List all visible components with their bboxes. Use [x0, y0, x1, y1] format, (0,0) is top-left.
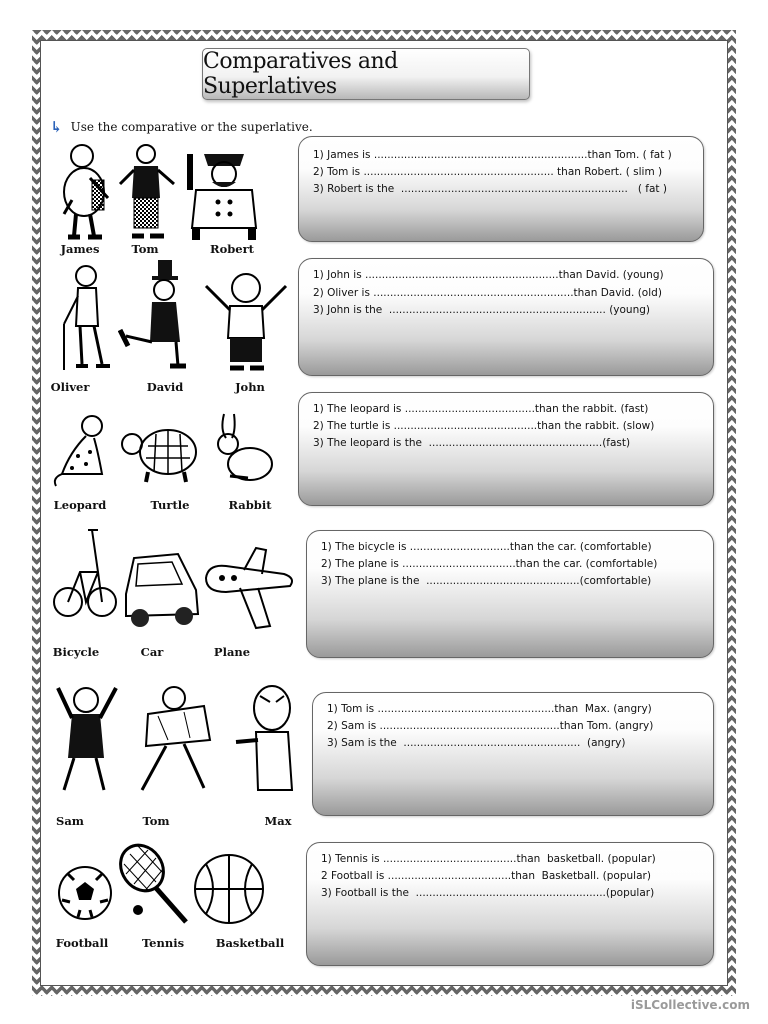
picture-label: Sam — [56, 814, 84, 828]
picture-label: Oliver — [50, 380, 90, 394]
fat-man-james-picture — [54, 140, 114, 240]
exercise-box — [298, 258, 714, 376]
picture-label: Plane — [213, 645, 251, 659]
exercise-box — [306, 530, 714, 658]
picture-label: Tennis — [141, 936, 185, 950]
exercise-sentence: 1) James is ................................................................than Tom. ( fat ) — [313, 149, 672, 161]
bicycle-picture — [52, 528, 118, 632]
picture-label: John — [235, 380, 265, 394]
worksheet-title: Comparatives and Superlatives — [203, 49, 398, 99]
watermark: iSLCollective.com — [630, 998, 750, 1012]
angry-man-sam-picture — [52, 678, 122, 800]
arrow-icon: ↳ — [50, 118, 63, 136]
exercise-sentence: 3) Football is the .........................................................(popular) — [321, 887, 655, 899]
picture-label: Turtle — [150, 498, 190, 512]
title-banner — [202, 48, 530, 100]
slim-man-tom-picture — [116, 140, 178, 240]
exercise-sentence: 3) John is the ................................................................. (young) — [313, 304, 651, 316]
exercise-sentence: 2) Oliver is ............................................................than David. (old) — [313, 287, 662, 299]
exercise-box — [312, 692, 714, 816]
exercise-sentence: 2) The plane is ..................................than the car. (comfortable) — [321, 558, 658, 570]
exercise-box — [306, 842, 714, 966]
exercise-sentence: 3) The leopard is the ....................................................(fast) — [313, 437, 631, 449]
gentleman-david-picture — [118, 258, 196, 374]
picture-label: Bicycle — [52, 645, 100, 659]
picture-label: Car — [140, 645, 164, 659]
exercise-sentence: 1) The bicycle is ..............................than the car. (comfortable) — [321, 541, 652, 553]
leopard-picture — [50, 412, 114, 488]
rabbit-picture — [206, 410, 276, 486]
picture-label: Leopard — [53, 498, 107, 512]
angry-man-max-picture — [230, 680, 300, 792]
exercise-sentence: 3) The plane is the ..............................................(comfortable) — [321, 575, 652, 587]
picture-label: Rabbit — [228, 498, 272, 512]
car-picture — [120, 544, 202, 634]
exercise-sentence: 1) Tennis is ........................................than basketball. (popular) — [321, 853, 656, 865]
exercise-sentence: 1) John is ..........................................................than David. (young) — [313, 269, 664, 281]
tennis-racket-picture — [112, 840, 192, 926]
old-man-oliver-picture — [56, 262, 116, 374]
exercise-box — [298, 136, 704, 242]
picture-label: David — [146, 380, 184, 394]
boy-john-picture — [200, 268, 290, 374]
exercise-sentence: 2) Sam is ......................................................than Tom. (angry) — [327, 720, 654, 732]
exercise-sentence: 3) Sam is the ..................................................... (angry) — [327, 737, 626, 749]
picture-label: Football — [55, 936, 109, 950]
picture-label: Max — [264, 814, 292, 828]
football-picture — [56, 862, 114, 924]
picture-label: Tom — [142, 814, 170, 828]
turtle-picture — [118, 422, 202, 486]
picture-label: Robert — [210, 242, 254, 256]
basketball-picture — [192, 852, 266, 926]
exercise-sentence: 3) Robert is the .................................................................... ( fat ) — [313, 183, 667, 195]
exercise-sentence: 2) The turtle is ...........................................than the rabbit. (slow) — [313, 420, 655, 432]
angry-man-tom-picture — [128, 682, 218, 798]
picture-label: James — [60, 242, 100, 256]
exercise-sentence: 2) Tom is ......................................................... than Robert. ( slim ) — [313, 166, 663, 178]
plane-picture — [200, 540, 298, 636]
picture-label: Basketball — [215, 936, 285, 950]
exercise-sentence: 2 Football is .....................................than Basketball. (popular) — [321, 870, 651, 882]
instruction — [50, 118, 313, 136]
instruction-text: Use the comparative or the superlative. — [70, 120, 313, 134]
exercise-sentence: 1) Tom is .....................................................than Max. (angry) — [327, 703, 652, 715]
policeman-robert-picture — [182, 144, 266, 242]
exercise-sentence: 1) The leopard is .......................................than the rabbit. (fast) — [313, 403, 649, 415]
exercise-box — [298, 392, 714, 506]
picture-label: Tom — [131, 242, 159, 256]
